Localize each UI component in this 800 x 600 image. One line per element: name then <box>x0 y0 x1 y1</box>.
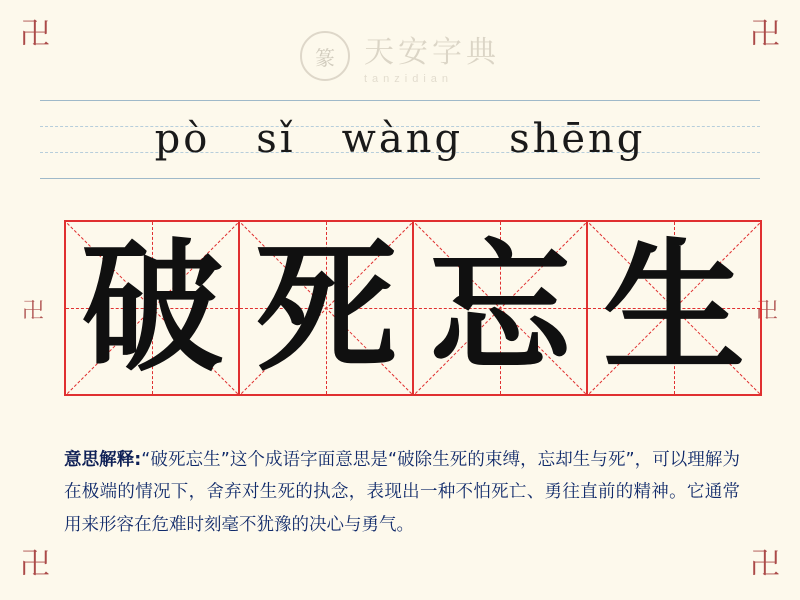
character-grid <box>64 220 760 396</box>
corner-ornament-icon: 卍 <box>750 548 780 581</box>
explanation-text: “破死忘生”这个成语字面意思是“破除生死的束缚，忘却生与死”，可以理解为在极端的情况下，舍弃对生死的执念，表现出一种不怕死亡、勇往直前的精神。它通常用来形容在危难时刻毫不犹豫的决心与勇气。 <box>64 450 740 535</box>
grid-cell <box>586 220 762 396</box>
pinyin-syllable: shēng <box>509 116 646 162</box>
pinyin-syllable: sǐ <box>256 116 296 162</box>
corner-ornament-icon: 卍 <box>20 18 50 51</box>
brand-text <box>364 27 500 85</box>
hanzi-character: 破 <box>81 225 223 391</box>
pinyin-row <box>40 100 760 178</box>
seal-icon: 篆 <box>300 31 350 81</box>
pinyin-syllable: pò <box>154 116 211 162</box>
brand-subtitle: tanzidian <box>364 73 454 85</box>
staff-line <box>40 178 760 179</box>
hanzi-character: 生 <box>603 225 745 391</box>
corner-ornament-icon: 卍 <box>750 18 780 51</box>
side-ornament-icon: 卍 <box>21 298 44 323</box>
side-ornament-icon: 卍 <box>755 298 778 323</box>
explanation-block <box>64 444 740 541</box>
hanzi-character: 死 <box>255 225 397 391</box>
hanzi-character: 忘 <box>429 225 571 391</box>
brand-title: 天安字典 <box>364 35 500 70</box>
brand-watermark <box>12 26 788 86</box>
pinyin-syllable: wàng <box>341 116 464 162</box>
pinyin-staff <box>40 100 760 178</box>
corner-ornament-icon: 卍 <box>20 548 50 581</box>
grid-cell <box>412 220 588 396</box>
explanation-label: 意思解释: <box>64 450 142 470</box>
grid-cell <box>238 220 414 396</box>
grid-cell <box>64 220 240 396</box>
